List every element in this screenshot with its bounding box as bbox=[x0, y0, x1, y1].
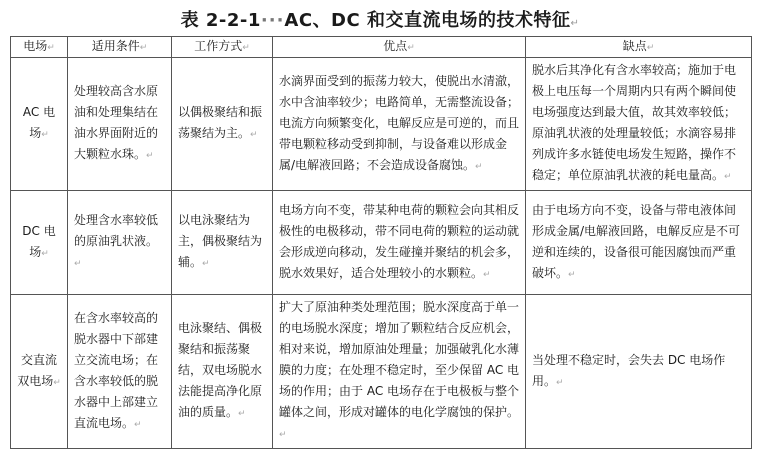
cell-advantages: 水滴界面受到的振荡力较大，使脱出水清澈，水中含油率较少；电路简单，无需整流设备；电流方向频繁变化，电解反应是可逆的，而且带电颗粒移动受到抑制，与设备难以形成金属/电解液回路；不会造成设备腐蚀。↵ bbox=[273, 58, 526, 191]
cell-disadvantages: 由于电场方向不变，设备与带电液体间形成金属/电解液回路，电解反应是不可逆和连续的，设备很可能因腐蚀而严重破坏。↵ bbox=[526, 191, 752, 295]
cell-disadvantages: 脱水后其净化有含水率较高；施加于电极上电压每一个周期内只有两个瞬间使电场强度达到最大值，故其效率较低；原油乳状液的处理量较低；水滴容易排列成许多水链使电场发生短路，操作不稳定；单位原油乳状液的耗电量高。↵ bbox=[526, 58, 752, 191]
cell-disadvantages: 当处理不稳定时，会失去 DC 电场作用。↵ bbox=[526, 295, 752, 449]
paragraph-mark-icon: ↵ bbox=[570, 18, 580, 29]
table-row bbox=[11, 295, 752, 449]
header-condition: 适用条件↵ bbox=[68, 37, 172, 58]
header-advantages: 优点↵ bbox=[273, 37, 526, 58]
table-number: 表 2-2-1 bbox=[180, 10, 261, 31]
cell-mode: 以偶极聚结和振荡聚结为主。↵ bbox=[172, 58, 273, 191]
cell-mode: 以电泳聚结为主，偶极聚结为辅。↵ bbox=[172, 191, 273, 295]
header-mode: 工作方式↵ bbox=[172, 37, 273, 58]
technical-features-table bbox=[10, 36, 752, 449]
cell-mode: 电泳聚结、偶极聚结和振荡聚结，双电场脱水法能提高净化原油的质量。↵ bbox=[172, 295, 273, 449]
table-row bbox=[11, 191, 752, 295]
header-disadvantages: 缺点↵ bbox=[526, 37, 752, 58]
title-separator: ··· bbox=[260, 10, 285, 31]
cell-field: DC 电场↵ bbox=[11, 191, 68, 295]
cell-field: AC 电场↵ bbox=[11, 58, 68, 191]
cell-advantages: 扩大了原油种类处理范围；脱水深度高于单一的电场脱水深度；增加了颗粒结合反应机会，相对来说，增加原油处理量；加强破乳化水薄膜的力度；在处理不稳定时，至少保留 AC 电场的作用；由于 AC 电场存在于电极板与整个罐体之间，形成对罐体的电化学腐蚀的保护。↵ bbox=[273, 295, 526, 449]
cell-condition: 处理含水率较低的原油乳状液。↵ bbox=[68, 191, 172, 295]
table-title bbox=[0, 6, 760, 32]
cell-condition: 处理较高含水原油和处理集结在油水界面附近的大颗粒水珠。↵ bbox=[68, 58, 172, 191]
table-caption: AC、DC 和交直流电场的技术特征 bbox=[284, 10, 571, 31]
cell-condition: 在含水率较高的脱水器中下部建立交流电场；在含水率较低的脱水器中上部建立直流电场。↵ bbox=[68, 295, 172, 449]
cell-advantages: 电场方向不变，带某种电荷的颗粒会向其相反极性的电极移动，带不同电荷的颗粒的运动就会形成逆向移动，发生碰撞并聚结的机会多，脱水效果好，适合处理较小的水颗粒。↵ bbox=[273, 191, 526, 295]
table-header-row bbox=[11, 37, 752, 58]
cell-field: 交直流双电场↵ bbox=[11, 295, 68, 449]
header-field: 电场↵ bbox=[11, 37, 68, 58]
table-row bbox=[11, 58, 752, 191]
